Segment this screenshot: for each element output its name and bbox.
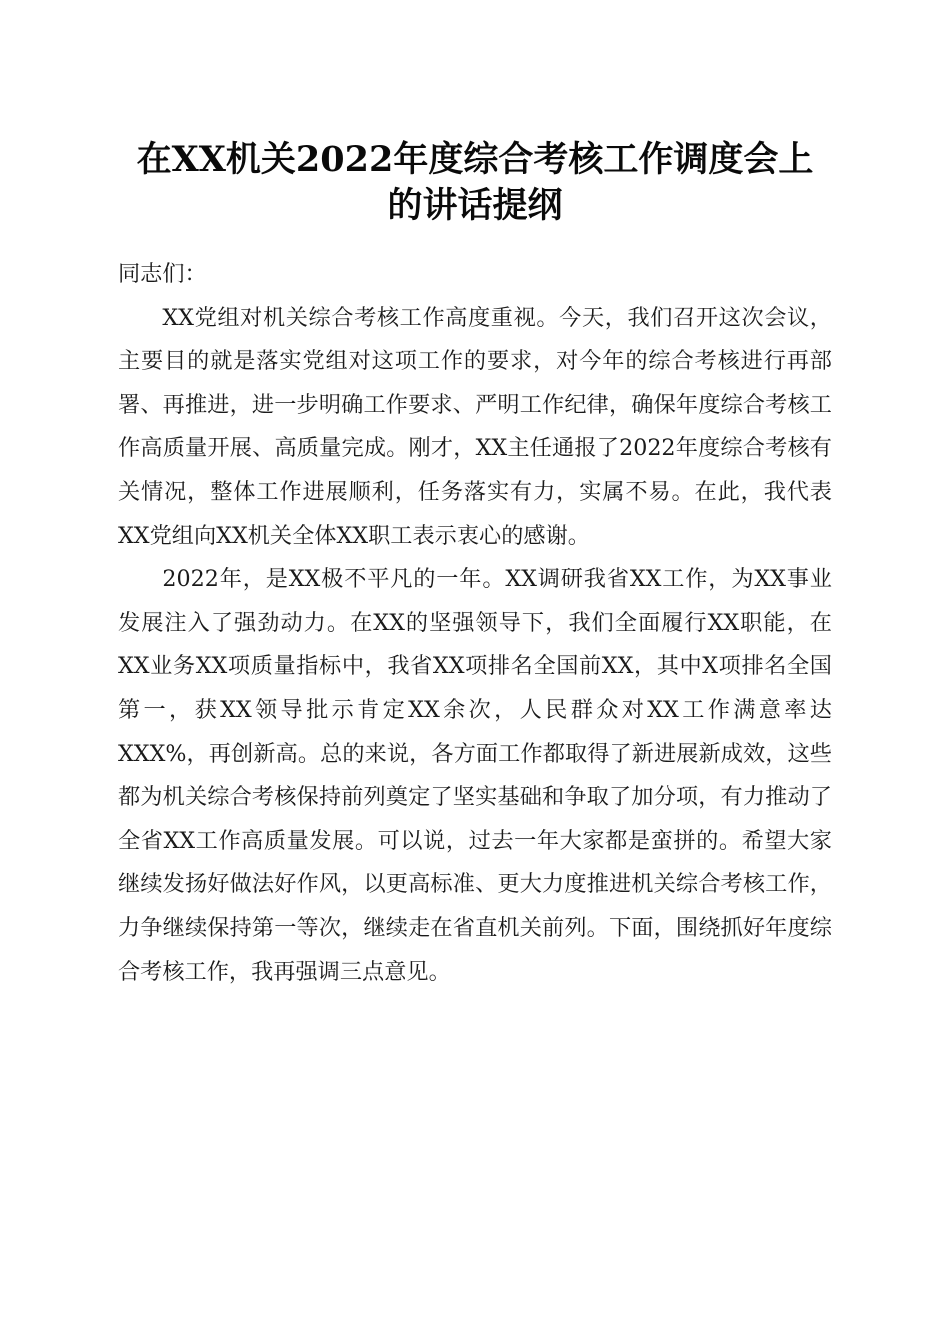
paragraph-2: 2022年，是XX极不平凡的一年。XX调研我省XX工作，为XX事业发展注入了强劲动力。在XX的坚强领导下，我们全面履行XX职能，在XX业务XX项质量指标中，我省XX项排名全国前XX，其中X项排名全国第一，获XX领导批示肯定XX余次，人民群众对XX工作满意率达XXX%，再创新高。总的来说，各方面工作都取得了新进展新成效，这些都为机关综合考核保持前列奠定了坚实基础和争取了加分项，有力推动了全省XX工作高质量发展。可以说，过去一年大家都是蛮拼的。希望大家继续发扬好做法好作风，以更高标准、更大力度推进机关综合考核工作，力争继续保持第一等次，继续走在省直机关前列。下面，围绕抓好年度综合考核工作，我再强调三点意见。 [118,566,832,985]
salutation: 同志们： [118,261,207,287]
document-title [118,137,832,229]
title-line-1: 在XX机关2022年度综合考核工作调度会上 [136,139,814,180]
document-body [118,253,832,994]
title-line-2: 的讲话提纲 [387,185,563,226]
paragraph-1: XX党组对机关综合考核工作高度重视。今天，我们召开这次会议，主要目的就是落实党组对这项工作的要求，对今年的综合考核进行再部署、再推进，进一步明确工作要求、严明工作纪律，确保年度综合考核工作高质量开展、高质量完成。刚才，XX主任通报了2022年度综合考核有关情况，整体工作进展顺利，任务落实有力，实属不易。在此，我代表XX党组向XX机关全体XX职工表示衷心的感谢。 [118,304,832,549]
